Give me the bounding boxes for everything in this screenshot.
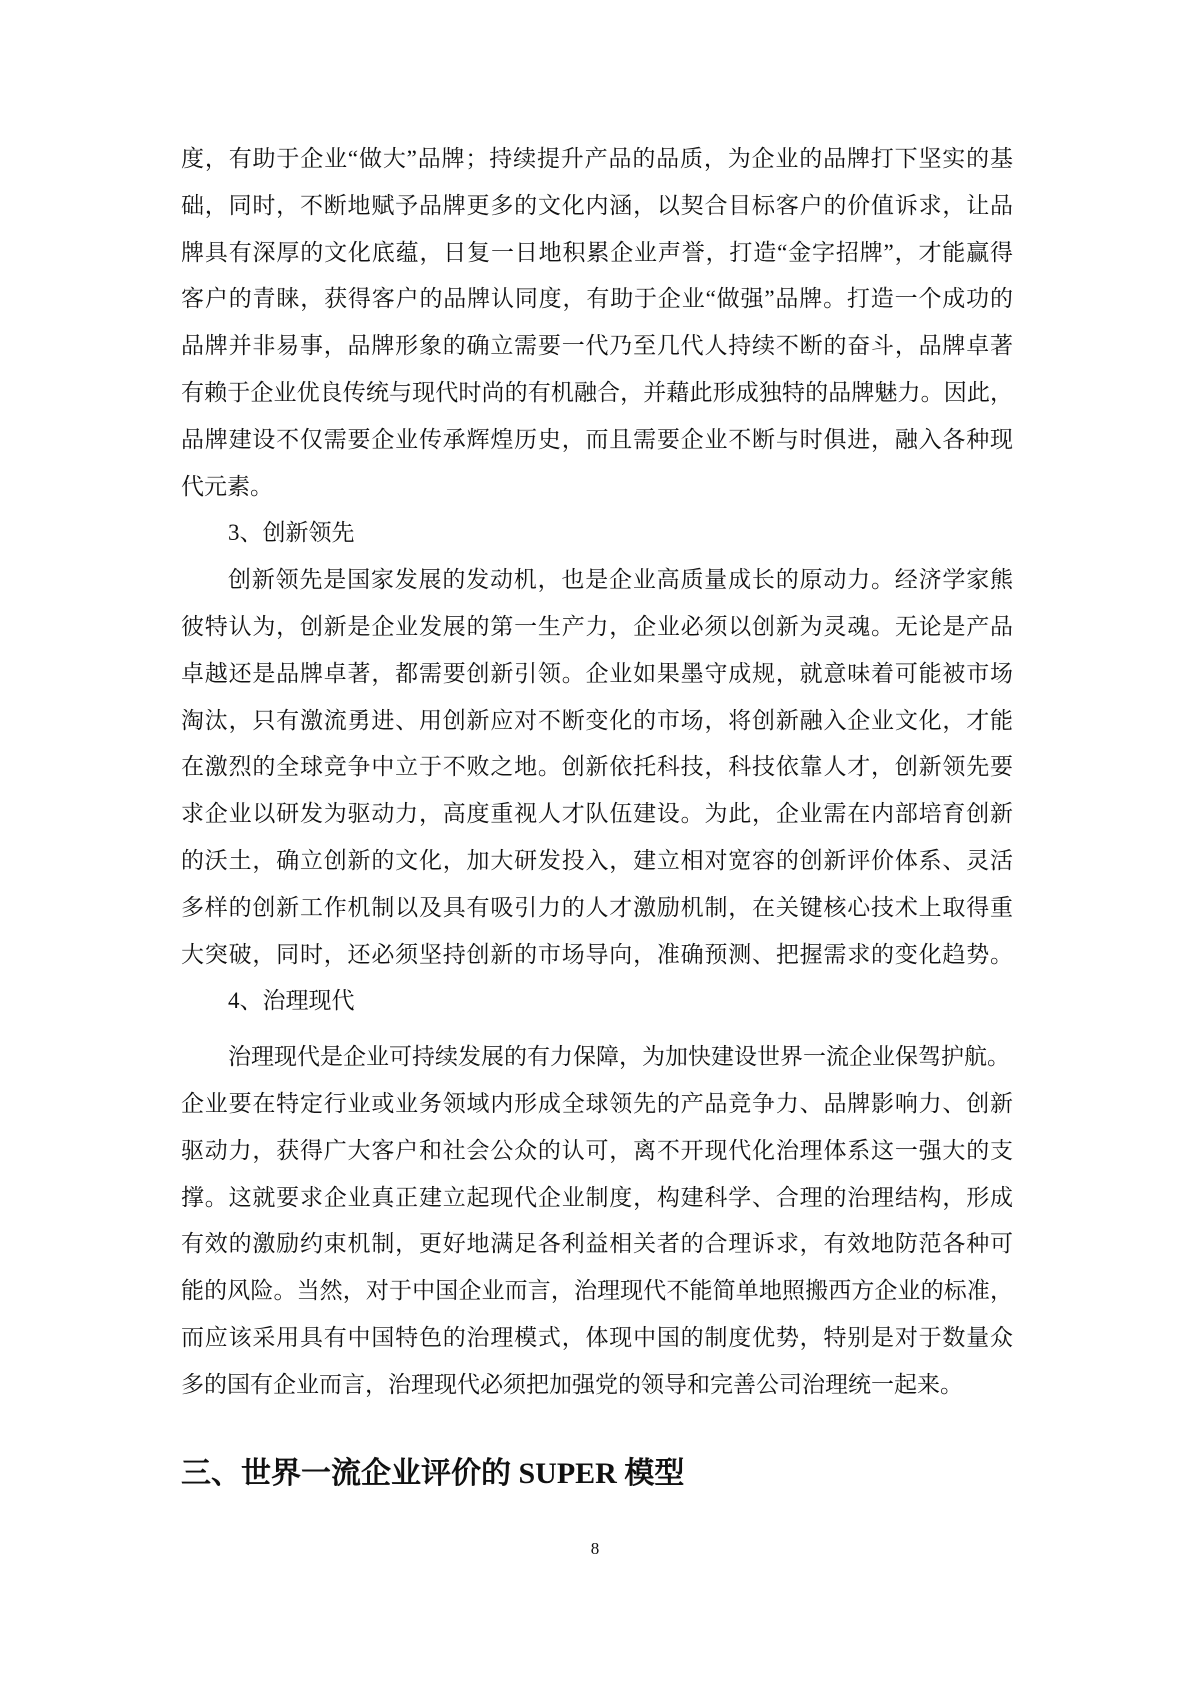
text-line: 大突破，同时，还必须坚持创新的市场导向，准确预测、把握需求的变化趋势。 — [181, 941, 1013, 967]
text-line: 有赖于企业优良传统与现代时尚的有机融合，并藉此形成独特的品牌魅力。因此， — [181, 379, 1013, 405]
subheading-governance: 4、治理现代 — [228, 988, 355, 1014]
text-line: 础，同时，不断地赋予品牌更多的文化内涵，以契合目标客户的价值诉求，让品 — [181, 192, 1013, 218]
text-line: 驱动力，获得广大客户和社会公众的认可，离不开现代化治理体系这一强大的支 — [181, 1137, 1013, 1163]
text-line: 有效的激励约束机制，更好地满足各利益相关者的合理诉求，有效地防范各种可 — [181, 1231, 1013, 1257]
text-line: 多样的创新工作机制以及具有吸引力的人才激励机制，在关键核心技术上取得重 — [181, 894, 1013, 920]
text-line: 能的风险。当然，对于中国企业而言，治理现代不能简单地照搬西方企业的标准， — [181, 1278, 1013, 1304]
text-line: 品牌建设不仅需要企业传承辉煌历史，而且需要企业不断与时俱进，融入各种现 — [181, 426, 1013, 452]
text-line: 多的国有企业而言，治理现代必须把加强党的领导和完善公司治理统一起来。 — [181, 1371, 963, 1397]
text-line: 品牌并非易事，品牌形象的确立需要一代乃至几代人持续不断的奋斗，品牌卓著 — [181, 333, 1013, 359]
text-line: 企业要在特定行业或业务领域内形成全球领先的产品竞争力、品牌影响力、创新 — [181, 1090, 1013, 1116]
page-number: 8 — [590, 1539, 600, 1558]
text-line: 在激烈的全球竞争中立于不败之地。创新依托科技，科技依靠人才，创新领先要 — [181, 754, 1013, 780]
text-line: 彼特认为，创新是企业发展的第一生产力，企业必须以创新为灵魂。无论是产品 — [181, 613, 1013, 639]
text-line: 治理现代是企业可持续发展的有力保障，为加快建设世界一流企业保驾护航。 — [228, 1044, 1010, 1070]
text-line: 撑。这就要求企业真正建立起现代企业制度，构建科学、合理的治理结构，形成 — [181, 1184, 1013, 1210]
text-line: 创新领先是国家发展的发动机，也是企业高质量成长的原动力。经济学家熊 — [228, 567, 1013, 593]
text-line: 的沃土，确立创新的文化，加大研发投入，建立相对宽容的创新评价体系、灵活 — [181, 847, 1013, 873]
text-line: 而应该采用具有中国特色的治理模式，体现中国的制度优势，特别是对于数量众 — [181, 1324, 1013, 1350]
text-line: 客户的青睐，获得客户的品牌认同度，有助于企业“做强”品牌。打造一个成功的 — [181, 286, 1013, 312]
section-heading: 三、世界一流企业评价的 SUPER 模型 — [181, 1457, 685, 1490]
text-line: 度，有助于企业“做大”品牌；持续提升产品的品质，为企业的品牌打下坚实的基 — [181, 146, 1013, 171]
text-line: 卓越还是品牌卓著，都需要创新引领。企业如果墨守成规，就意味着可能被市场 — [181, 660, 1013, 686]
text-line: 淘汰，只有激流勇进、用创新应对不断变化的市场，将创新融入企业文化，才能 — [181, 707, 1013, 733]
subheading-innovation: 3、创新领先 — [228, 520, 355, 546]
text-line: 代元素。 — [181, 473, 273, 499]
paragraph-brand — [181, 136, 1013, 510]
paragraph-governance — [181, 1034, 1013, 1408]
text-line: 牌具有深厚的文化底蕴，日复一日地积累企业声誉，打造“金字招牌”，才能赢得 — [181, 239, 1013, 265]
paragraph-innovation — [181, 557, 1013, 978]
text-line: 求企业以研发为驱动力，高度重视人才队伍建设。为此，企业需在内部培育创新 — [181, 801, 1013, 827]
document-body — [181, 136, 1013, 1409]
